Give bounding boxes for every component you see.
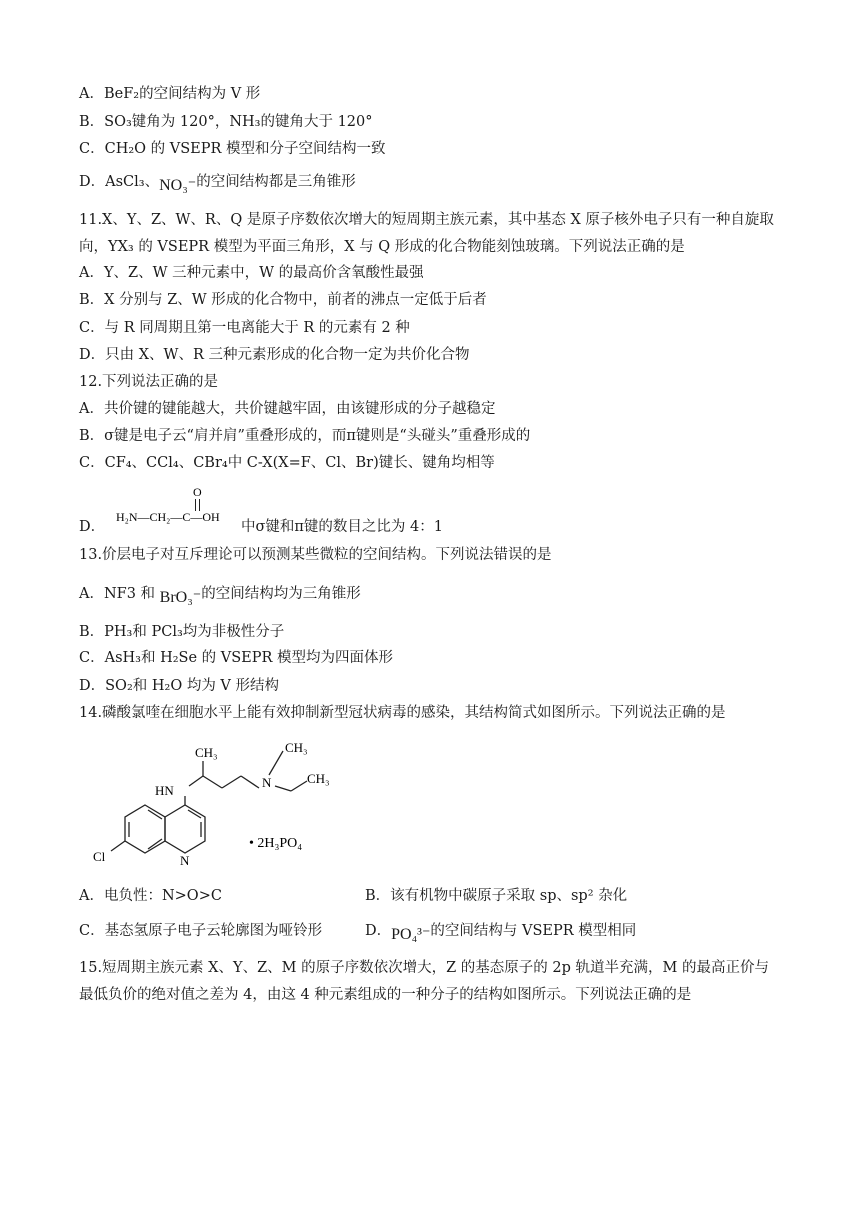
q13-stem: 13.价层电子对互斥理论可以预测某些微粒的空间结构。下列说法错误的是 (79, 547, 552, 563)
phosphate-ion: PO₄³⁻ (391, 926, 431, 943)
q10-option-b: B．SO₃键角为 120°，NH₃的键角大于 120° (79, 114, 373, 130)
q10-option-d-suffix: 的空间结构都是三角锥形 (196, 174, 356, 190)
q14-option-d-prefix: D． (365, 923, 392, 939)
q11-option-b: B．X 分别与 Z、W 形成的化合物中，前者的沸点一定低于后者 (79, 292, 487, 308)
q11-stem: 11.X、Y、Z、W、R、Q 是原子序数依次增大的短周期主族元素，其中基态 X 原子核外电子只有一种自旋取向，YX₃ 的 VSEPR 模型为平面三角形，X 与 Q 形成的化合物能刻蚀玻璃。下列说法正确的是 (79, 212, 774, 255)
q14-option-d-suffix: 的空间结构与 VSEPR 模型相同 (430, 923, 637, 939)
q14-option-d (365, 921, 636, 945)
q12-option-a: A．共价键的键能越大，共价键越牢固，由该键形成的分子越稳定 (79, 401, 496, 417)
amine-nitrogen-label: N (262, 775, 272, 790)
q12-stem: 12.下列说法正确的是 (79, 374, 219, 390)
q14-stem: 14.磷酸氯喹在细胞水平上能有效抑制新型冠状病毒的感染，其结构简式如图所示。下列说法正确的是 (79, 705, 726, 721)
glycine-formula: H₂N—CH₂—C—OH (116, 510, 220, 524)
q12-option-b: B．σ键是电子云“肩并肩”重叠形成的，而π键则是“头碰头”重叠形成的 (79, 428, 531, 444)
q11-option-c: C．与 R 同周期且第一电离能大于 R 的元素有 2 种 (79, 320, 410, 336)
q13-option-a-prefix: A．NF3 和 (79, 586, 156, 602)
ethyl-methyl-label-top: CH₃ (285, 740, 308, 755)
q13-option-b: B．PH₃和 PCl₃均为非极性分子 (79, 624, 285, 640)
methyl-label: CH₃ (195, 745, 218, 760)
nitrate-ion: NO₃⁻ (159, 177, 197, 194)
q10-option-d-prefix: D．AsCl₃、 (79, 174, 160, 190)
q12-option-d-prefix: D． (79, 519, 106, 535)
q12-option-c: C．CF₄、CCl₄、CBr₄中 C-X(X=F、Cl、Br)键长、键角均相等 (79, 455, 495, 471)
q11-option-d: D．只由 X、W、R 三种元素形成的化合物一定为共价化合物 (79, 347, 470, 363)
q10-option-c: C．CH₂O 的 VSEPR 模型和分子空间结构一致 (79, 141, 386, 157)
carbonyl-oxygen-label: O (193, 485, 202, 499)
q13-option-c: C．AsH₃和 H₂Se 的 VSEPR 模型均为四面体形 (79, 650, 394, 666)
ethyl-methyl-label-right: CH₃ (307, 771, 330, 786)
chlorine-label: Cl (93, 849, 106, 864)
q13-option-a-suffix: 的空间结构均为三角锥形 (201, 586, 361, 602)
q14-option-a: A．电负性：N>O>C (79, 888, 222, 904)
chloroquine-phosphate-structure (85, 733, 365, 883)
q10-option-d (79, 172, 356, 196)
q11-option-a: A．Y、Z、W 三种元素中，W 的最高价含氧酸性最强 (79, 265, 424, 281)
q14-option-c: C．基态氢原子电子云轮廓图为哑铃形 (79, 923, 323, 939)
q14-option-b: B．该有机物中碳原子采取 sp、sp² 杂化 (365, 888, 628, 904)
q13-option-a (79, 584, 361, 608)
q10-option-a: A．BeF₂的空间结构为 V 形 (79, 86, 261, 102)
bromate-ion: BrO₃⁻ (159, 589, 202, 606)
nh-label: HN (155, 783, 174, 798)
glycine-structure (112, 480, 242, 530)
q15-stem: 15.短周期主族元素 X、Y、Z、M 的原子序数依次增大，Z 的基态原子的 2p 轨道半充满，M 的最高正价与最低负价的绝对值之差为 4，由这 4 种元素组成的一种分子的结构如图所示。下列说法正确的是 (79, 960, 769, 1003)
q12-option-d-suffix: 中σ键和π键的数目之比为 4：1 (241, 519, 443, 535)
phosphoric-acid-label: • 2H₃PO₄ (249, 836, 303, 851)
ring-nitrogen-label: N (180, 853, 190, 868)
q13-option-d: D．SO₂和 H₂O 均为 V 形结构 (79, 678, 280, 694)
